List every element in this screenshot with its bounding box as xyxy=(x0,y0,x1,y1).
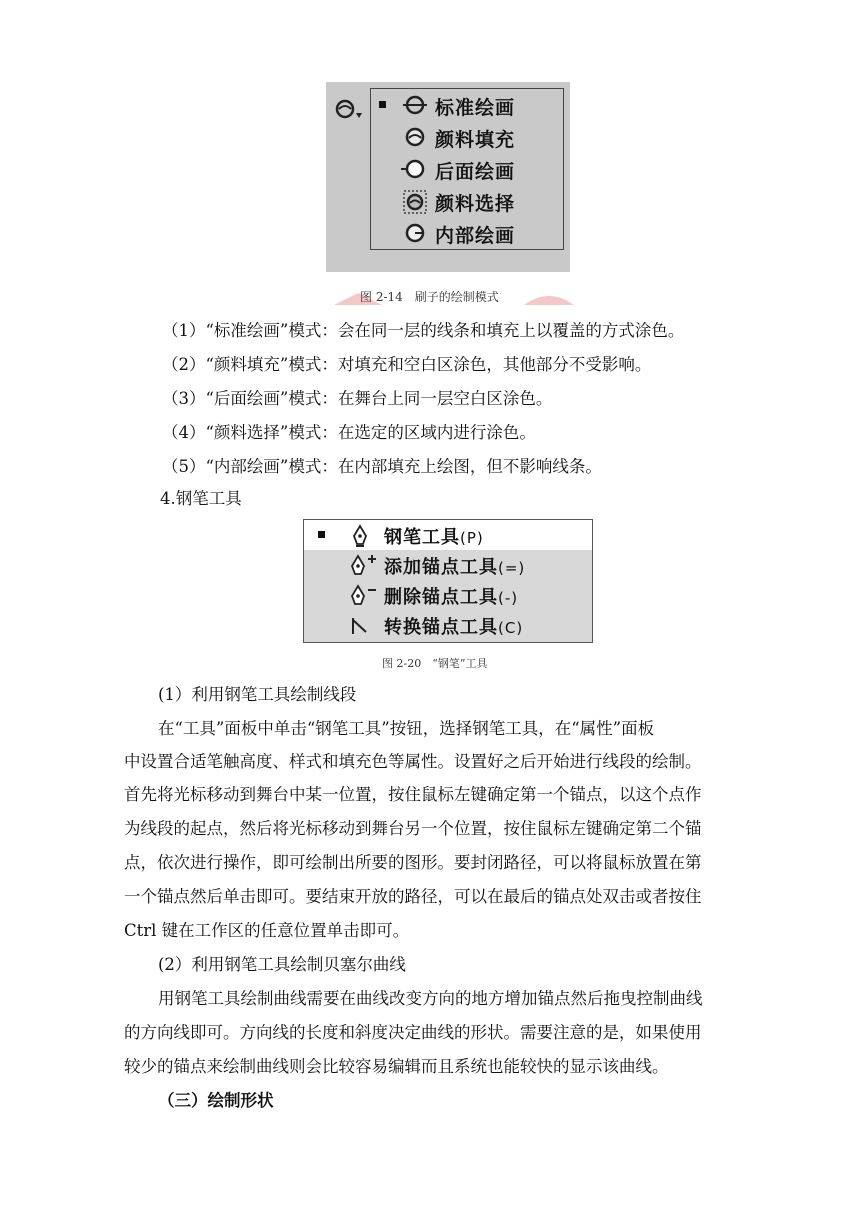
paragraph-line: 点，依次进行操作，即可绘制出所要的图形。要封闭路径，可以将鼠标放置在第 xyxy=(124,853,702,872)
menu-item-paint-selection[interactable] xyxy=(371,185,563,217)
paragraph-line: 较少的锚点来绘制曲线则会比较容易编辑而且系统也能较快的显示该曲线。 xyxy=(124,1057,669,1076)
menu-item-label: 钢笔工具(P) xyxy=(384,527,484,548)
figure-caption: 图 2-14 刷子的绘制模式 xyxy=(360,290,499,304)
brush-mode-figure xyxy=(326,82,570,272)
menu-item-paint-behind[interactable] xyxy=(371,153,563,185)
paragraph-line: 一个锚点然后单击即可。要结束开放的路径，可以在最后的锚点处双击或者按住 xyxy=(124,887,702,906)
brush-behind-icon xyxy=(401,158,429,180)
checked-mark xyxy=(318,531,325,538)
menu-item-label: 删除锚点工具(-) xyxy=(384,587,519,608)
menu-item-label: 标准绘画 xyxy=(435,97,516,119)
add-anchor-icon xyxy=(348,554,378,578)
pen-tool-menu xyxy=(303,519,593,643)
delete-anchor-icon xyxy=(348,584,378,608)
menu-item-paint-inside[interactable] xyxy=(371,217,563,249)
brush-fill-icon xyxy=(401,126,429,148)
menu-item-pen-tool[interactable] xyxy=(304,520,592,550)
menu-item-paint-fills[interactable] xyxy=(371,121,563,153)
menu-item-label: 内部绘画 xyxy=(435,225,516,247)
checked-mark xyxy=(379,101,386,108)
paragraph-line: Ctrl 键在工作区的任意位置单击即可。 xyxy=(124,921,410,940)
brush-mode-tool-icon xyxy=(334,98,364,120)
brush-normal-icon xyxy=(401,94,429,116)
menu-item-label: 添加锚点工具(=) xyxy=(384,557,526,578)
mode-description: （1）“标准绘画”模式：会在同一层的线条和填充上以覆盖的方式涂色。 xyxy=(162,321,685,340)
paragraph-line: 为线段的起点，然后将光标移动到舞台另一个位置，按住鼠标左键确定第二个锚 xyxy=(124,819,702,838)
mode-description: （2）“颜料填充”模式：对填充和空白区涂色，其他部分不受影响。 xyxy=(162,355,652,374)
mode-description: （5）“内部绘画”模式：在内部填充上绘图，但不影响线条。 xyxy=(162,457,602,476)
figure-caption: 图 2-20 “钢笔”工具 xyxy=(382,657,488,670)
menu-item-normal-paint[interactable] xyxy=(371,89,563,121)
menu-item-label: 后面绘画 xyxy=(435,161,516,183)
menu-item-label: 颜料选择 xyxy=(435,193,516,215)
mode-description: （3）“后面绘画”模式：在舞台上同一层空白区涂色。 xyxy=(162,389,553,408)
paragraph-line: 的方向线即可。方向线的长度和斜度决定曲线的形状。需要注意的是，如果使用 xyxy=(124,1023,702,1042)
brush-inside-icon xyxy=(401,222,429,244)
menu-item-convert-anchor[interactable] xyxy=(304,610,592,640)
shortcut-label: (C) xyxy=(498,619,524,637)
menu-item-label: 颜料填充 xyxy=(435,129,516,151)
menu-item-label: 转换锚点工具(C) xyxy=(384,617,524,638)
menu-item-add-anchor[interactable] xyxy=(304,550,592,580)
shortcut-label: (-) xyxy=(498,589,519,607)
brush-selection-icon xyxy=(401,190,429,214)
paragraph-line: 首先将光标移动到舞台中某一位置，按住鼠标左键确定第一个锚点，以这个点作 xyxy=(124,785,702,804)
convert-anchor-icon xyxy=(348,614,372,638)
pen-tool-icon xyxy=(348,524,372,548)
paragraph-line: 中设置合适笔触高度、样式和填充色等属性。设置好之后开始进行线段的绘制。 xyxy=(124,752,702,771)
subsection-title: (2）利用钢笔工具绘制贝塞尔曲线 xyxy=(158,955,406,974)
subsection-title: (1）利用钢笔工具绘制线段 xyxy=(158,685,357,704)
shortcut-label: (P) xyxy=(460,529,484,547)
menu-item-delete-anchor[interactable] xyxy=(304,580,592,610)
section-title: （三）绘制形状 xyxy=(158,1091,274,1110)
paragraph-line: 在“工具”面板中单击“钢笔工具”按钮，选择钢笔工具，在“属性”面板 xyxy=(158,719,655,738)
paragraph-line: 用钢笔工具绘制曲线需要在曲线改变方向的地方增加锚点然后拖曳控制曲线 xyxy=(158,989,703,1008)
section-title: 4.钢笔工具 xyxy=(160,489,242,508)
shortcut-label: (=) xyxy=(498,559,526,577)
mode-description: （4）“颜料选择”模式：在选定的区域内进行涂色。 xyxy=(162,423,536,442)
brush-mode-menu xyxy=(370,88,564,250)
